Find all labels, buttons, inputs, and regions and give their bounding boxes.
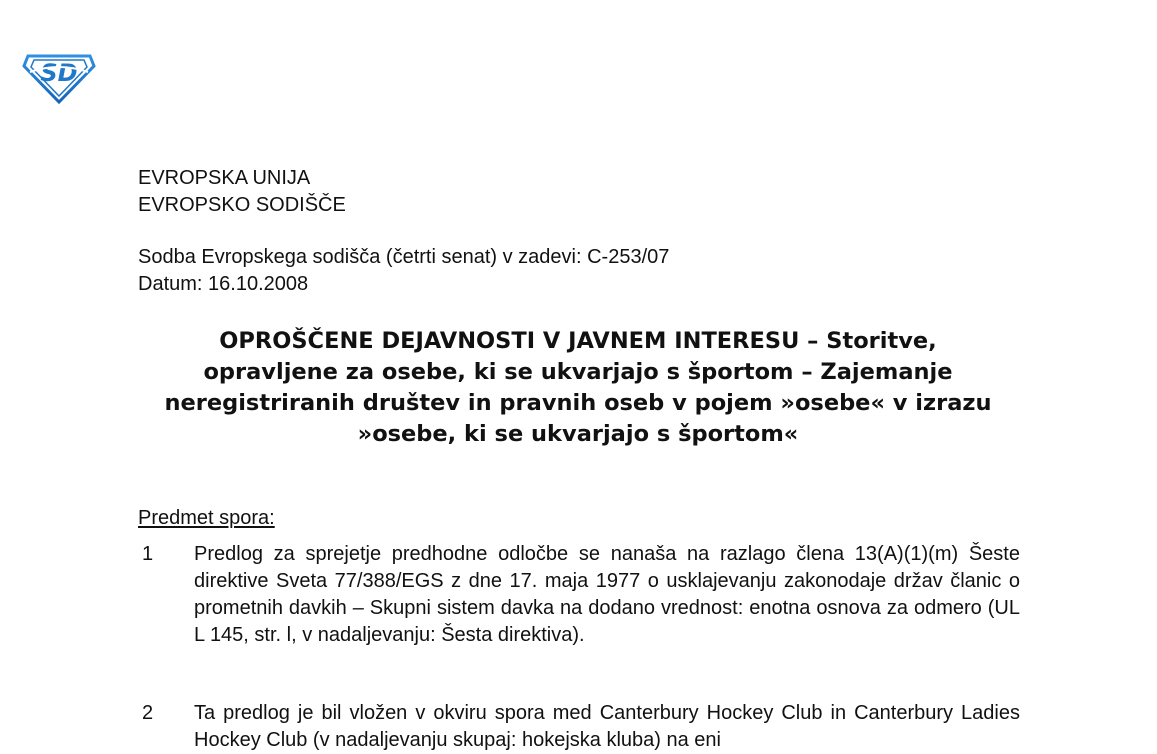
numbered-paragraph <box>138 700 1020 754</box>
case-reference: Sodba Evropskega sodišča (četrti senat) v zadevi: C-253/07 <box>138 246 670 268</box>
sd-shield-logo-icon <box>22 50 96 104</box>
header-court: EVROPSKO SODIŠČE <box>138 194 346 216</box>
title-line: »osebe, ki se ukvarjajo s športom« <box>357 421 799 447</box>
court-logo <box>22 50 96 104</box>
title-line: neregistriranih društev in pravnih oseb v pojem »osebe« v izrazu <box>164 390 992 416</box>
section-heading: Predmet spora: <box>138 507 275 529</box>
logo-lettering: SD <box>40 59 78 87</box>
numbered-paragraph <box>138 541 1020 649</box>
document-title <box>150 326 1006 450</box>
paragraph-number: 2 <box>142 702 154 724</box>
title-line: opravljene za osebe, ki se ukvarjajo s športom – Zajemanje <box>203 359 953 385</box>
paragraph-text: Ta predlog je bil vložen v okviru spora med Canterbury Hockey Club in Canterbury Ladies Hockey Club (v nadaljevanju skupaj: hokejska kluba) na eni <box>194 702 1020 751</box>
header-union: EVROPSKA UNIJA <box>138 167 311 189</box>
title-line: OPROŠČENE DEJAVNOSTI V JAVNEM INTERESU – Storitve, <box>219 328 937 354</box>
paragraph-text: Predlog za sprejetje predhodne odločbe se nanaša na razlago člena 13(A)(1)(m) Šeste direktive Sveta 77/388/EGS z dne 17. maja 1977 o usklajevanju zakonodaje držav članic o prometnih davkih – Skupni sistem davka na dodano vrednost: enotna osnova za odmero (UL L 145, str. l, v nadaljevanju: Šesta direktiva). <box>194 543 1020 646</box>
document-header <box>138 165 346 219</box>
paragraph-number: 1 <box>142 543 154 565</box>
case-date: Datum: 16.10.2008 <box>138 273 309 295</box>
case-info <box>138 244 669 298</box>
